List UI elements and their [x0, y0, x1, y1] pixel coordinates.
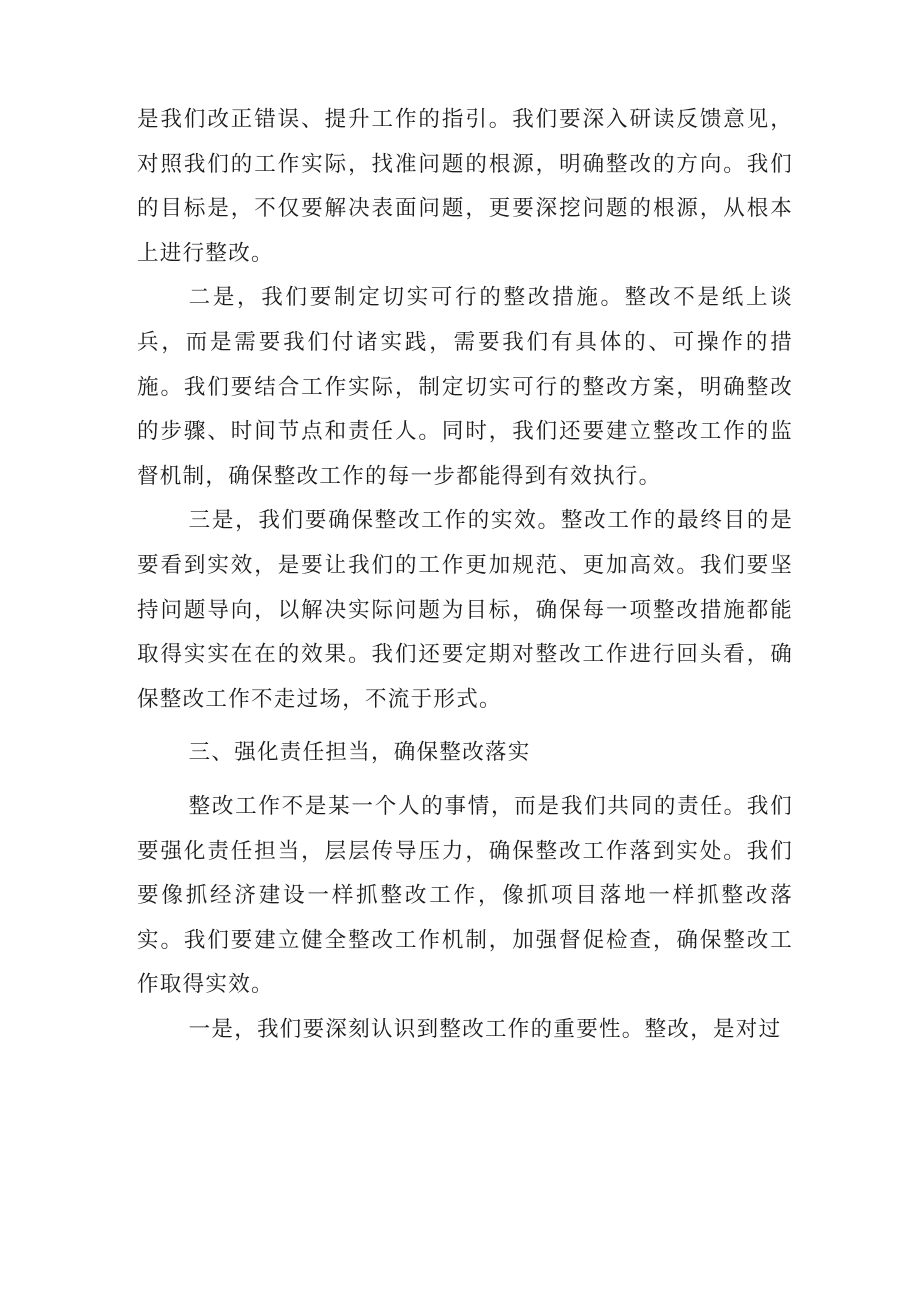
paragraph-first-point: 一是，我们要深刻认识到整改工作的重要性。整改，是对过 [188, 1016, 782, 1042]
document-body [137, 98, 793, 1052]
paragraph-continued: 是我们改正错误、提升工作的指引。我们要深入研读反馈意见，对照我们的工作实际，找准问题的根源，明确整改的方向。我们的目标是，不仅要解决表面问题，更要深挖问题的根源，从根本上进行整改。 [137, 107, 793, 266]
section-heading: 三、强化责任担当，确保整改落实 [188, 740, 531, 766]
paragraph-section-intro: 整改工作不是某一个人的事情，而是我们共同的责任。我们要强化责任担当，层层传导压力，确保整改工作落到实处。我们要像抓经济建设一样抓整改工作，像抓项目落地一样抓整改落实。我们要建立健全整改工作机制，加强督促检查，确保整改工作取得实效。 [137, 793, 793, 998]
paragraph-third-point: 三是，我们要确保整改工作的实效。整改工作的最终目的是要看到实效，是要让我们的工作更加规范、更加高效。我们要坚持问题导向，以解决实际问题为目标，确保每一项整改措施都能取得实实在在的效果。我们还要定期对整改工作进行回头看，确保整改工作不走过场，不流于形式。 [137, 508, 793, 712]
paragraph-second-point: 二是，我们要制定切实可行的整改措施。整改不是纸上谈兵，而是需要我们付诸实践，需要我们有具体的、可操作的措施。我们要结合工作实际，制定切实可行的整改方案，明确整改的步骤、时间节点和责任人。同时，我们还要建立整改工作的监督机制，确保整改工作的每一步都能得到有效执行。 [137, 285, 793, 489]
